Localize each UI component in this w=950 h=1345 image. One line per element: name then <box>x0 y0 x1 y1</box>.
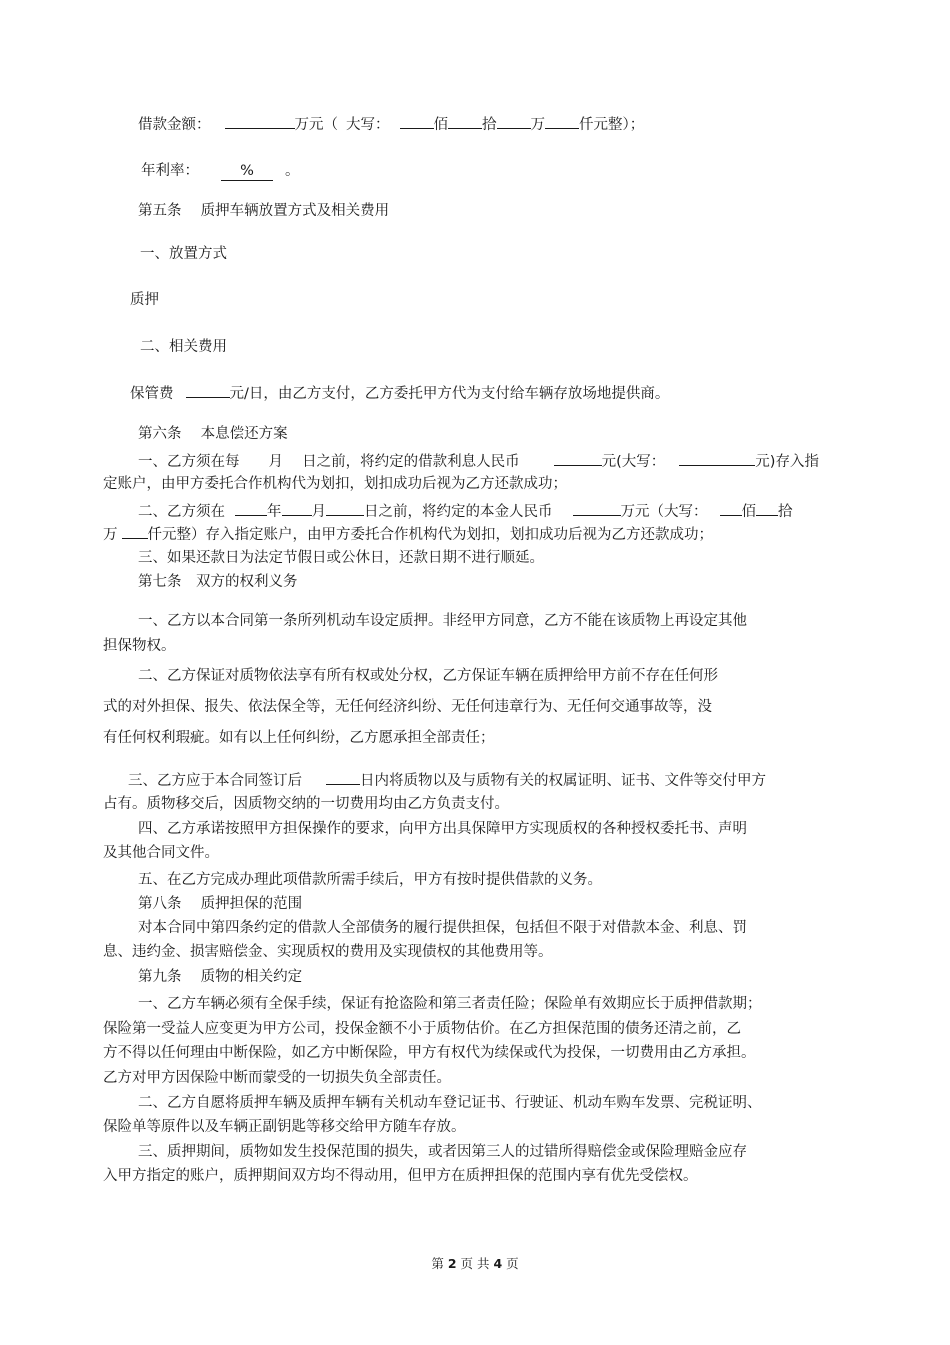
blank-field <box>545 113 579 129</box>
text-run: 三、乙方应于本合同签订后 <box>128 773 302 789</box>
text-run: 万元（大写： <box>620 504 708 520</box>
text-run: 二、乙方须在 <box>138 504 225 520</box>
unit-qian: 仟元整）； <box>579 117 645 133</box>
total-pages: 4 <box>493 1256 503 1271</box>
art7-p4-line2: 及其他合同文件。 <box>103 845 219 861</box>
footer-text: 页 共 <box>460 1256 490 1271</box>
art9-p3-line2: 入甲方指定的账户，质押期间双方均不得动用，但甲方在质押担保的范围内享有优先受偿权。 <box>103 1168 698 1184</box>
article-5-title: 第五条 质押车辆放置方式及相关费用 <box>138 203 390 219</box>
section-placement-title: 一、放置方式 <box>140 246 227 262</box>
blank-field <box>235 500 267 516</box>
art6-p3: 三、如果还款日为法定节假日或公休日，还款日期不进行顺延。 <box>138 550 544 566</box>
text-run: 日内将质物以及与质物有关的权属证明、证书、文件等交付甲方 <box>360 773 766 789</box>
text-run: 拾 <box>778 504 793 520</box>
text-run: 元(大写： <box>601 454 666 470</box>
blank-field <box>225 113 295 129</box>
text-run: 仟元整）存入指定账户，由甲方委托合作机构代为划扣，划扣成功后视为乙方还款成功； <box>147 527 713 543</box>
article-8-title: 第八条 质押担保的范围 <box>138 896 303 912</box>
blank-field <box>326 769 360 785</box>
blank-field <box>400 113 434 129</box>
footer-text: 第 <box>431 1256 444 1271</box>
page-number: 2 <box>447 1256 457 1271</box>
footer-text: 页 <box>506 1256 519 1271</box>
article-7-title: 第七条 双方的权利义务 <box>138 574 298 590</box>
art9-p1-line1: 一、乙方车辆必须有全保手续，保证有抢盗险和第三者责任险；保险单有效期应长于质押借款期； <box>138 996 762 1012</box>
art6-p2-line1 <box>138 500 793 522</box>
unit-bai: 佰 <box>433 117 448 133</box>
blank-field <box>554 450 602 466</box>
art8-line1: 对本合同中第四条约定的借款人全部债务的履行提供担保，包括但不限于对借款本金、利息、罚 <box>138 920 747 936</box>
art7-p4-line1: 四、乙方承诺按照甲方担保操作的要求，向甲方出具保障甲方实现质权的各种授权委托书、声明 <box>138 821 747 837</box>
art7-p2-line3: 有任何权利瑕疵。如有以上任何纠纷，乙方愿承担全部责任； <box>103 730 495 746</box>
text-run: 万 <box>103 527 118 543</box>
rate-end: 。 <box>285 163 300 179</box>
art9-p2-line1: 二、乙方自愿将质押车辆及质押车辆有关机动车登记证书、行驶证、机动车购车发票、完税证明、 <box>138 1095 762 1111</box>
annual-rate-line <box>141 161 300 181</box>
blank-field <box>326 500 364 516</box>
text-run: 月 <box>311 504 326 520</box>
text-run: 日之前，将约定的本金人民币 <box>364 504 553 520</box>
blank-field <box>679 450 755 466</box>
unit-shi: 拾 <box>482 117 497 133</box>
art7-p2-line1: 二、乙方保证对质物依法享有所有权或处分权，乙方保证车辆在质押给甲方前不存在任何形 <box>138 668 718 684</box>
blank-field <box>720 500 742 516</box>
art8-line2: 息、违约金、损害赔偿金、实现质权的费用及实现债权的其他费用等。 <box>103 944 553 960</box>
daxie-label: 大写： <box>346 117 390 133</box>
art6-p2-line2 <box>103 523 713 545</box>
fee-prefix: 保管费 <box>130 386 174 402</box>
art9-p2-line2: 保险单等原件以及车辆正副钥匙等移交给甲方随车存放。 <box>103 1119 466 1135</box>
art7-p3-line2: 占有。质物移交后，因质物交纳的一切费用均由乙方负责支付。 <box>103 796 509 812</box>
fee-body: 元/日，由乙方支付，乙方委托甲方代为支付给车辆存放场地提供商。 <box>229 386 670 402</box>
text-run: 年 <box>267 504 282 520</box>
rate-value: % <box>221 163 273 181</box>
text-run: 元)存入指 <box>755 454 819 470</box>
rate-label: 年利率： <box>141 163 199 179</box>
blank-field <box>122 523 148 539</box>
art9-p1-line3: 方不得以任何理由中断保险，如乙方中断保险，甲方有权代为续保或代为投保，一切费用由乙方承担。 <box>103 1045 756 1061</box>
article-9-title: 第九条 质物的相关约定 <box>138 969 303 985</box>
blank-field <box>448 113 482 129</box>
art7-p2-line2: 式的对外担保、报失、依法保全等，无任何经济纠纷、无任何违章行为、无任何交通事故等，没 <box>103 699 712 715</box>
text-run: 佰 <box>741 504 756 520</box>
section-fees-title: 二、相关费用 <box>140 339 227 355</box>
art7-p1-line2: 担保物权。 <box>103 638 176 654</box>
blank-field <box>573 500 621 516</box>
art6-p1-line2: 定账户，由甲方委托合作机构代为划扣，划扣成功后视为乙方还款成功； <box>103 476 567 492</box>
blank-field <box>282 500 312 516</box>
art9-p1-line2: 保险第一受益人应变更为甲方公司，投保金额不小于质物估价。在乙方担保范围的债务还清之前，乙 <box>103 1021 741 1037</box>
art6-p1-line1 <box>138 450 819 472</box>
art7-p5: 五、在乙方完成办理此项借款所需手续后，甲方有按时提供借款的义务。 <box>138 872 602 888</box>
page-footer <box>0 1255 950 1273</box>
blank-field <box>186 382 230 398</box>
text-run: 一、乙方须在每 月 日之前，将约定的借款利息人民币 <box>138 454 520 470</box>
loan-amount-unit: 万元（ <box>294 117 338 133</box>
article-6-title: 第六条 本息偿还方案 <box>138 426 288 442</box>
loan-amount-label: 借款金额： <box>138 117 211 133</box>
unit-wan: 万 <box>530 117 545 133</box>
placement-body: 质押 <box>130 292 159 308</box>
art7-p3-line1 <box>128 769 766 791</box>
blank-field <box>497 113 531 129</box>
fee-line <box>130 382 669 404</box>
art7-p1-line1: 一、乙方以本合同第一条所列机动车设定质押。非经甲方同意，乙方不能在该质物上再设定其他 <box>138 613 747 629</box>
art9-p1-line4: 乙方对甲方因保险中断而蒙受的一切损失负全部责任。 <box>103 1070 451 1086</box>
art9-p3-line1: 三、质押期间，质物如发生投保范围的损失，或者因第三人的过错所得赔偿金或保险理赔金应存 <box>138 1144 747 1160</box>
blank-field <box>756 500 778 516</box>
loan-amount-line <box>138 113 644 135</box>
